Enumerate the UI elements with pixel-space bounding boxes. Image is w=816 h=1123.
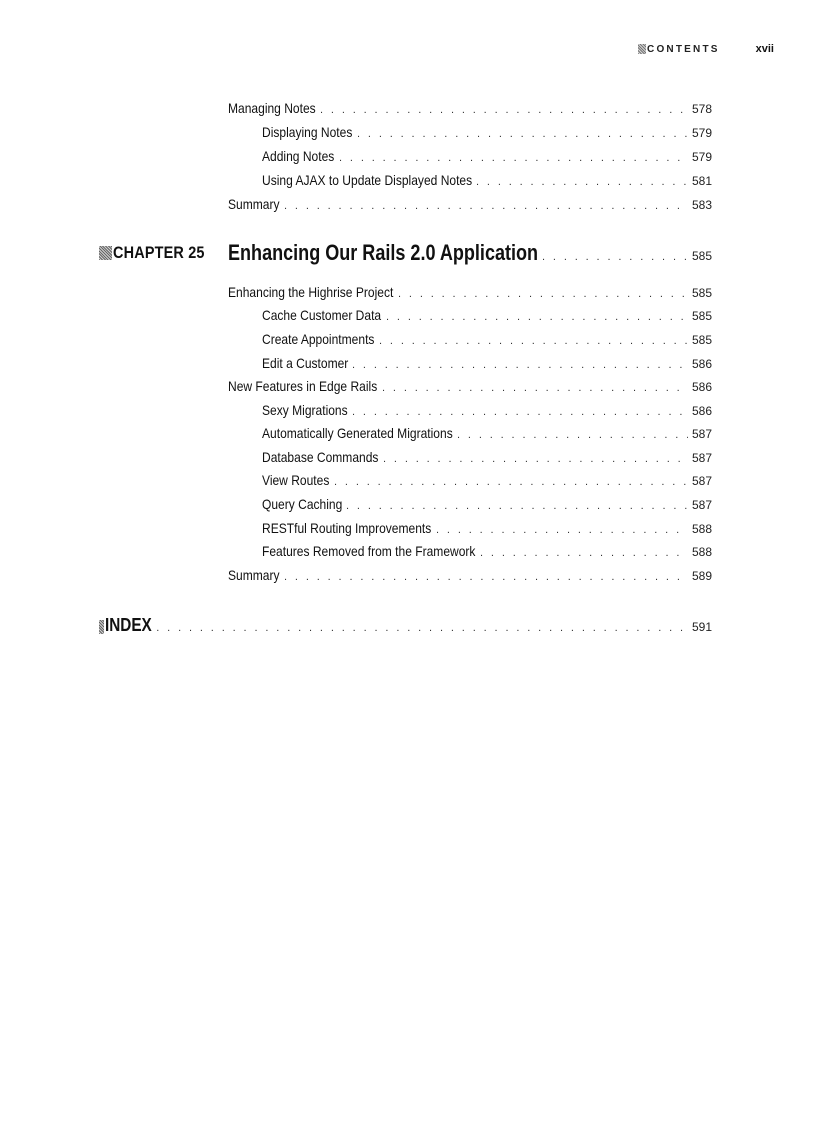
chapter-label xyxy=(99,243,221,263)
toc-entry-title: Edit a Customer xyxy=(262,355,349,371)
chapter-title-entry[interactable] xyxy=(228,240,712,268)
toc-entry[interactable] xyxy=(228,100,712,120)
chapter-title: Enhancing Our Rails 2.0 Application xyxy=(228,240,539,265)
toc-entry-title: RESTful Routing Improvements xyxy=(262,520,432,536)
dot-leader xyxy=(339,152,688,164)
dot-leader xyxy=(542,251,688,263)
toc-entry[interactable] xyxy=(262,124,712,144)
toc-entry-page: 589 xyxy=(691,569,712,583)
toc-entry[interactable] xyxy=(262,520,712,540)
toc-entry-title: Summary xyxy=(228,567,280,583)
toc-entry-page: 581 xyxy=(691,174,712,188)
toc-entry[interactable] xyxy=(262,472,712,492)
toc-entry[interactable] xyxy=(228,284,712,304)
dot-leader xyxy=(386,311,688,323)
chapter-page: 585 xyxy=(691,249,712,263)
dot-leader xyxy=(284,200,688,212)
toc-entry[interactable] xyxy=(228,196,712,216)
running-header-section: CONTENTS xyxy=(647,43,720,55)
toc-entry-title: Sexy Migrations xyxy=(262,402,348,418)
chapter-marker-icon xyxy=(99,246,112,260)
dot-leader xyxy=(457,429,688,441)
toc-entry[interactable] xyxy=(262,148,712,168)
toc-entry[interactable] xyxy=(262,449,712,469)
toc-entry[interactable] xyxy=(262,331,712,351)
dot-leader xyxy=(379,335,688,347)
dot-leader xyxy=(382,382,688,394)
toc-entry-page: 583 xyxy=(691,198,712,212)
dot-leader xyxy=(352,359,688,371)
toc-entry-page: 586 xyxy=(691,357,712,371)
dot-leader xyxy=(383,453,688,465)
toc-entry[interactable] xyxy=(262,402,712,422)
toc-entry-title: Using AJAX to Update Displayed Notes xyxy=(262,172,473,188)
toc-entry-page: 587 xyxy=(691,498,712,512)
dot-leader xyxy=(320,104,688,116)
toc-entry-title: Enhancing the Highrise Project xyxy=(228,284,394,300)
chapter-number: CHAPTER 25 xyxy=(113,243,205,262)
toc-entry-page: 588 xyxy=(691,522,712,536)
toc-entry-page: 588 xyxy=(691,545,712,559)
dot-leader xyxy=(476,176,688,188)
dot-leader xyxy=(334,476,688,488)
toc-entry-page: 585 xyxy=(691,309,712,323)
toc-entry-title: View Routes xyxy=(262,472,330,488)
toc-entry-page: 586 xyxy=(691,404,712,418)
dot-leader xyxy=(284,571,688,583)
toc-entry-title: Summary xyxy=(228,196,280,212)
toc-entry-title: Features Removed from the Framework xyxy=(262,543,476,559)
toc-entry-page: 585 xyxy=(691,286,712,300)
toc-entry[interactable] xyxy=(262,355,712,375)
index-label: INDEX xyxy=(105,615,153,635)
toc-entry-page: 587 xyxy=(691,474,712,488)
index-page: 591 xyxy=(691,620,712,634)
dot-leader xyxy=(352,406,688,418)
toc-entry-title: Cache Customer Data xyxy=(262,307,382,323)
toc-entry-title: New Features in Edge Rails xyxy=(228,378,378,394)
toc-entry-page: 587 xyxy=(691,427,712,441)
index-entry[interactable] xyxy=(99,615,712,639)
dot-leader xyxy=(480,547,688,559)
index-marker-icon xyxy=(99,620,104,634)
dot-leader xyxy=(436,524,688,536)
toc-entry[interactable] xyxy=(262,172,712,192)
toc-entry-title: Create Appointments xyxy=(262,331,375,347)
toc-entry[interactable] xyxy=(262,496,712,516)
dot-leader xyxy=(156,622,688,634)
toc-entry-title: Displaying Notes xyxy=(262,124,353,140)
toc-entry-title: Query Caching xyxy=(262,496,343,512)
toc-entry-page: 579 xyxy=(691,126,712,140)
dot-leader xyxy=(346,500,688,512)
toc-entry[interactable] xyxy=(262,307,712,327)
section-marker-icon xyxy=(638,44,646,54)
dot-leader xyxy=(398,288,688,300)
toc-entry[interactable] xyxy=(228,378,712,398)
toc-entry-page: 586 xyxy=(691,380,712,394)
toc-entry[interactable] xyxy=(228,567,712,587)
running-header xyxy=(638,43,774,55)
dot-leader xyxy=(357,128,688,140)
toc-entry-title: Adding Notes xyxy=(262,148,335,164)
toc-entry-title: Managing Notes xyxy=(228,100,316,116)
running-header-page-number: xvii xyxy=(755,43,774,55)
toc-entry-title: Database Commands xyxy=(262,449,379,465)
toc-entry[interactable] xyxy=(262,543,712,563)
toc-entry[interactable] xyxy=(262,425,712,445)
toc-entry-page: 579 xyxy=(691,150,712,164)
toc-entry-page: 578 xyxy=(691,102,712,116)
toc-entry-title: Automatically Generated Migrations xyxy=(262,425,453,441)
toc-entry-page: 585 xyxy=(691,333,712,347)
toc-entry-page: 587 xyxy=(691,451,712,465)
